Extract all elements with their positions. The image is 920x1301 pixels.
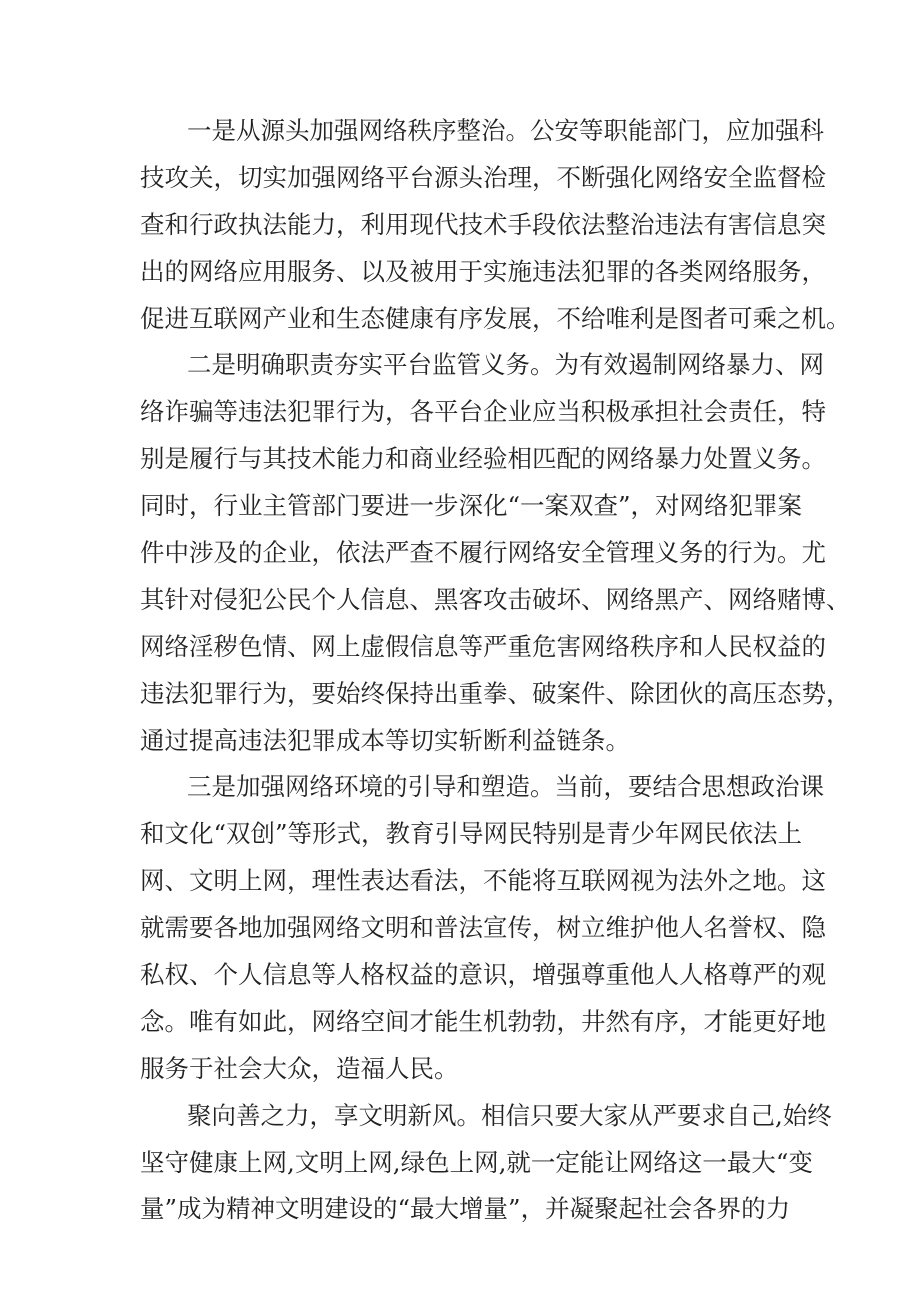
text-line: 技攻关，切实加强网络平台源头治理，不断强化网络安全监督检: [140, 162, 826, 192]
text-line: 私权、个人信息等人格权益的意识，增强尊重他人人格尊严的观: [140, 960, 826, 990]
text-line: 聚向善之力，享文明新风。相信只要大家从严要求自己,始终: [187, 1100, 832, 1130]
text-line: 同时，行业主管部门要进一步深化“一案双查”，对网络犯罪案: [140, 491, 803, 521]
text-line: 别是履行与其技术能力和商业经验相匹配的网络暴力处置义务。: [140, 444, 826, 474]
text-line: 量”成为精神文明建设的“最大增量”，并凝聚起社会各界的力: [140, 1194, 791, 1224]
text-line: 通过提高违法犯罪成本等切实斩断利益链条。: [140, 725, 630, 755]
text-line: 网、文明上网，理性表达看法，不能将互联网视为法外之地。这: [140, 866, 826, 896]
paragraph-3: [140, 764, 826, 1092]
text-line: 和文化“双创”等形式，教育引导网民特别是青少年网民依法上: [140, 819, 803, 849]
text-line: 二是明确职责夯实平台监管义务。为有效遏制网络暴力、网: [187, 350, 824, 380]
text-line: 服务于社会大众，造福人民。: [140, 1053, 459, 1083]
text-line: 网络淫秽色情、网上虚假信息等严重危害网络秩序和人民权益的: [140, 631, 826, 661]
text-line: 件中涉及的企业，依法严查不履行网络安全管理义务的行为。尤: [140, 538, 826, 568]
text-line: 就需要各地加强网络文明和普法宣传，树立维护他人名誉权、隐: [140, 913, 826, 943]
text-line: 其针对侵犯公民个人信息、黑客攻击破坏、网络黑产、网络赌博、: [140, 584, 851, 614]
text-line: 出的网络应用服务、以及被用于实施违法犯罪的各类网络服务，: [140, 256, 826, 286]
paragraph-4: [140, 1093, 832, 1234]
text-line: 络诈骗等违法犯罪行为，各平台企业应当积极承担社会责任，特: [140, 397, 826, 427]
text-line: 违法犯罪行为，要始终保持出重拳、破案件、除团伙的高压态势，: [140, 678, 851, 708]
text-line: 一是从源头加强网络秩序整治。公安等职能部门，应加强科: [187, 116, 824, 145]
paragraph-2: [140, 342, 851, 764]
text-line: 念。唯有如此，网络空间才能生机勃勃，井然有序，才能更好地: [140, 1006, 826, 1036]
document-body: [140, 108, 851, 1233]
text-line: 三是加强网络环境的引导和塑造。当前，要结合思想政治课: [187, 772, 824, 802]
text-line: 促进互联网产业和生态健康有序发展，不给唯利是图者可乘之机。: [140, 303, 851, 333]
text-line: 坚守健康上网,文明上网,绿色上网,就一定能让网络这一最大“变: [140, 1147, 813, 1177]
text-line: 查和行政执法能力，利用现代技术手段依法整治违法有害信息突: [140, 209, 826, 239]
paragraph-1: [140, 108, 851, 342]
